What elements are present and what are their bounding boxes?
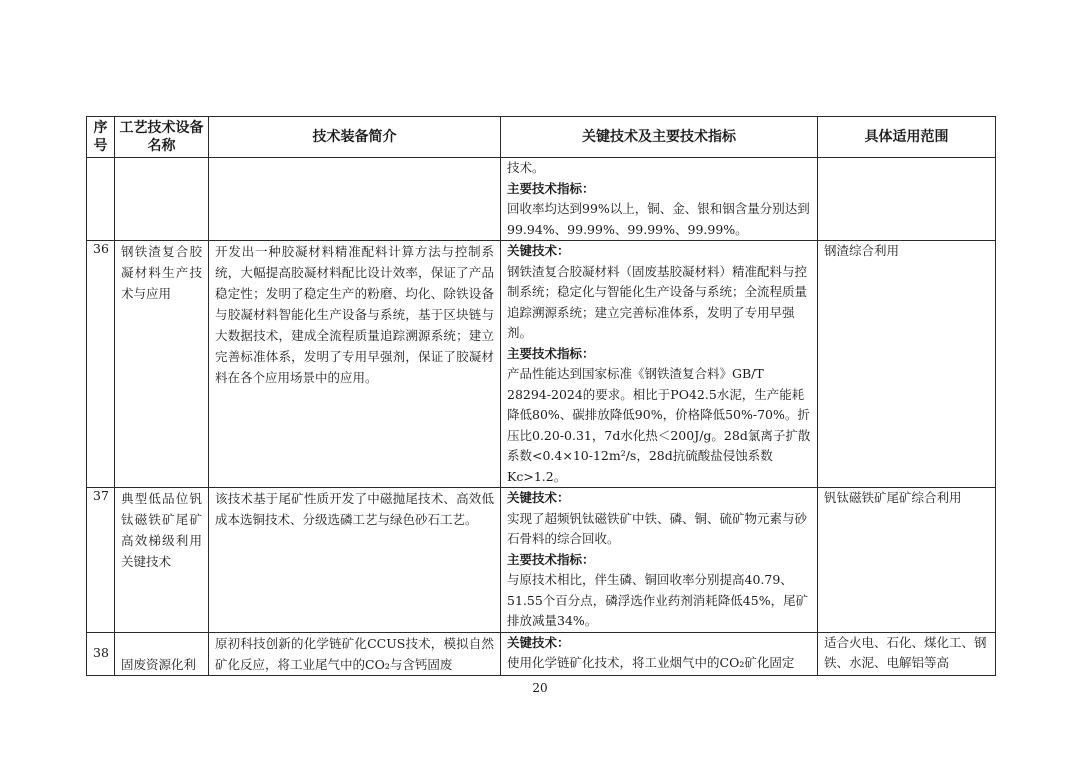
main-indicator-label: 主要技术指标： [507,551,595,567]
key-tech-text: 实现了超频钒钛磁铁矿中铁、磷、铜、硫矿物元素与砂石骨料的综合回收。 [507,510,808,546]
cell-num: 38 [87,632,115,675]
table-row [87,632,996,675]
page-number: 20 [532,681,548,695]
header-key-technology: 关键技术及主要技术指标 [501,117,818,158]
main-indicator-text: 与原技术相比，伴生磷、铜回收率分别提高40.79、51.55个百分点，磷浮选作业药剂消耗降低45%，尾矿排放减量34%。 [507,572,809,628]
key-tech-text: 钢铁渣复合胶凝材料（固废基胶凝材料）精准配料与控制系统；稳定化与智能化生产设备与系统；全流程质量追踪溯源系统；建立完善标准体系，发明了专用早强剂。 [507,263,808,340]
cell-num: 37 [87,488,115,633]
main-indicator-label: 主要技术指标： [507,180,595,196]
header-scope: 具体适用范围 [818,117,996,158]
main-indicator-label: 主要技术指标： [507,345,595,361]
cell-key-technology [501,488,818,633]
cell-name: 钢铁渣复合胶凝材料生产技术与应用 [115,241,209,488]
cell-scope [818,158,996,241]
cell-key-technology [501,632,818,675]
cell-intro: 开发出一种胶凝材料精准配料计算方法与控制系统，大幅提高胶凝材料配比设计效率，保证了产品稳定性；发明了稳定生产的粉磨、均化、除铁设备与胶凝材料智能化生产设备与系统，基于区块链与大数据技术，建成全流程质量追踪溯源系统；建立完善标准体系，发明了专用早强剂，保证了胶凝材料在各个应用场景中的应用。 [209,241,501,488]
main-indicator-text: 回收率均达到99%以上，铜、金、银和铟含量分别达到99.94%、99.99%、99.99%、99.99%。 [507,201,810,237]
table-row-continuation [87,158,996,241]
header-equipment-name: 工艺技术设备名称 [115,117,209,158]
key-tech-label: 关键技术： [507,634,570,650]
cell-key-technology [501,241,818,488]
cell-name: 典型低品位钒钛磁铁矿尾矿高效梯级利用关键技术 [115,488,209,633]
table-header-row [87,117,996,158]
main-indicator-text: 产品性能达到国家标准《钢铁渣复合料》GB/T 28294-2024的要求。相比于PO42.5水泥，生产能耗降低80%、碳排放降低90%，价格降低50%-70%。折压比0.20-0.31，7d水化热＜200J/g。28d氯离子扩散系数<0.4×10-12m²/s，28d抗硫酸盐侵蚀系数Kc>1.2。 [507,366,811,484]
table-row [87,241,996,488]
cell-name [115,158,209,241]
key-tech-text: 使用化学链矿化技术，将工业烟气中的CO₂矿化固定 [507,655,795,670]
key-tech-label: 关键技术： [507,490,570,505]
cell-num: 36 [87,241,115,488]
cell-intro: 该技术基于尾矿性质开发了中磁抛尾技术、高效低成本选铜技术、分级选磷工艺与绿色砂石工艺。 [209,488,501,633]
table-row [87,488,996,633]
header-serial: 序号 [87,117,115,158]
key-tech-tail: 技术。 [507,160,545,175]
cell-name: 固废资源化利 [115,632,209,675]
cell-key-technology [501,158,818,241]
cell-scope: 适合火电、石化、煤化工、钢铁、水泥、电解铝等高 [818,632,996,675]
technology-table [86,116,996,676]
cell-intro [209,158,501,241]
cell-intro: 原初科技创新的化学链矿化CCUS技术，模拟自然矿化反应，将工业尾气中的CO₂与含钙固废 [209,632,501,675]
cell-num [87,158,115,241]
header-equipment-intro: 技术装备简介 [209,117,501,158]
key-tech-label: 关键技术： [507,243,570,258]
cell-scope: 钒钛磁铁矿尾矿综合利用 [818,488,996,633]
cell-scope: 钢渣综合利用 [818,241,996,488]
